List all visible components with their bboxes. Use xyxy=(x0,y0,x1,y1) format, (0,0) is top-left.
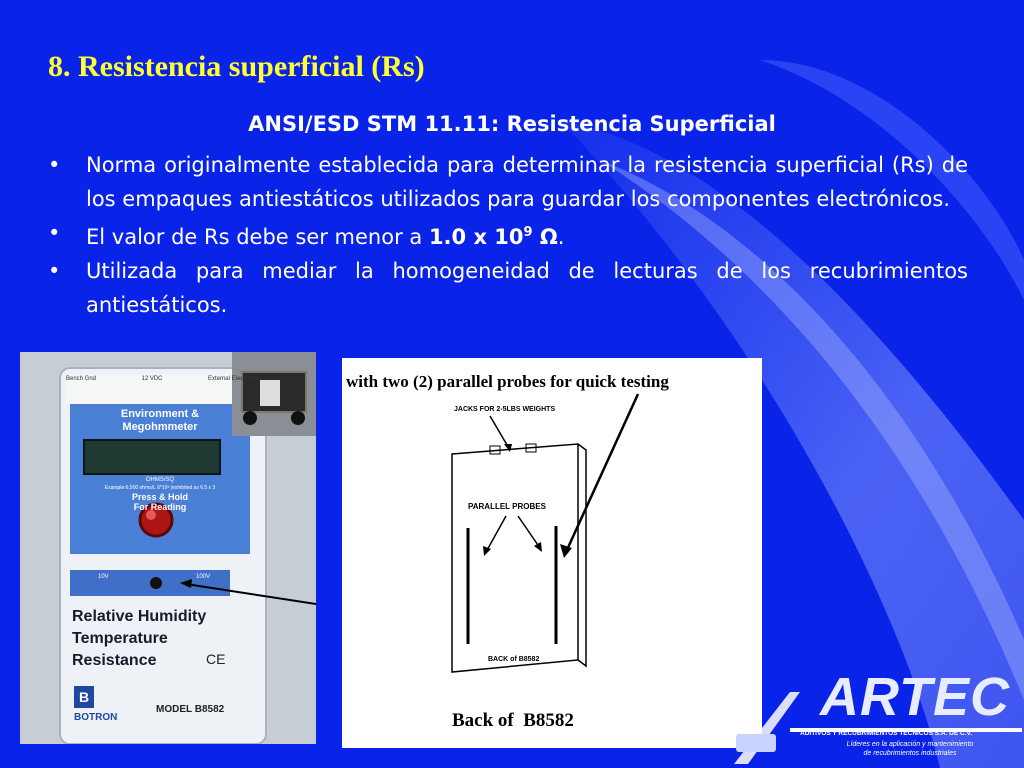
brand-logo-icon: B xyxy=(78,689,90,705)
probe-drawing xyxy=(342,358,762,748)
megohmmeter-photo xyxy=(20,352,316,744)
button-label-2: For Reading xyxy=(133,502,187,512)
jacks-label: JACKS FOR 2-5LBS WEIGHTS xyxy=(454,406,556,413)
diagram-caption-top: with two (2) parallel probes for quick testing xyxy=(346,372,669,391)
probes-label: PARALLEL PROBES xyxy=(468,502,546,511)
slide-subtitle: ANSI/ESD STM 11.11: Resistencia Superficial xyxy=(248,112,776,136)
slide-title: 8. Resistencia superficial (Rs) xyxy=(48,50,425,83)
model-label: MODEL xyxy=(156,704,192,715)
probe-diagram xyxy=(342,358,762,748)
range-left: 10V xyxy=(98,574,109,580)
artec-logo xyxy=(730,667,1024,768)
ce-mark: CE xyxy=(206,651,226,667)
label-temperature: Temperature xyxy=(72,630,168,647)
bullet-item: • El valor de Rs debe ser menor a 1.0 x $10^9$ Ω. xyxy=(48,216,968,254)
brand-name: BOTRON xyxy=(74,712,118,723)
units-label: OHMS/SQ xyxy=(145,477,175,483)
logo-company: ADITIVOS Y RECUBRIMIENTOS TECNICOS S.A. DE C.V. xyxy=(800,730,973,737)
logo-tagline-2: de recubrimientos industriales xyxy=(863,750,957,757)
example-text: Example:6,500 ohms/L 6*10³ (exhibited as 6.5 x 3 xyxy=(104,485,216,491)
top-label: External Electrodes xyxy=(207,376,260,382)
model-number: B8582 xyxy=(194,704,225,715)
logo-name: ARTEC xyxy=(820,667,1011,727)
range-right: 100V xyxy=(195,574,210,580)
back-label-small: BACK of B8582 xyxy=(488,656,540,663)
panel-title-2: Megohmmeter xyxy=(122,421,198,433)
bullet-item: • Norma originalmente establecida para determinar la resistencia superficial (Rs) de los empaques antiestáticos utilizados para guardar los componentes electrónicos. xyxy=(48,148,968,216)
button-label-1: Press & Hold xyxy=(131,492,189,502)
top-label: 12 VDC xyxy=(141,376,163,382)
label-relative-humidity: Relative Humidity xyxy=(72,608,207,625)
bullet-item: • Utilizada para mediar la homogeneidad de lecturas de los recubrimientos antiestáticos. xyxy=(48,254,968,322)
panel-title-1: Environment & xyxy=(120,408,200,420)
bullet-list xyxy=(48,148,968,322)
diagram-caption-bottom: Back of B8582 xyxy=(452,710,574,731)
label-resistance: Resistance xyxy=(72,652,157,669)
top-label: Bench Gnd xyxy=(66,376,97,382)
logo-tagline-1: Líderes en la aplicación y mantenimiento xyxy=(846,741,974,748)
